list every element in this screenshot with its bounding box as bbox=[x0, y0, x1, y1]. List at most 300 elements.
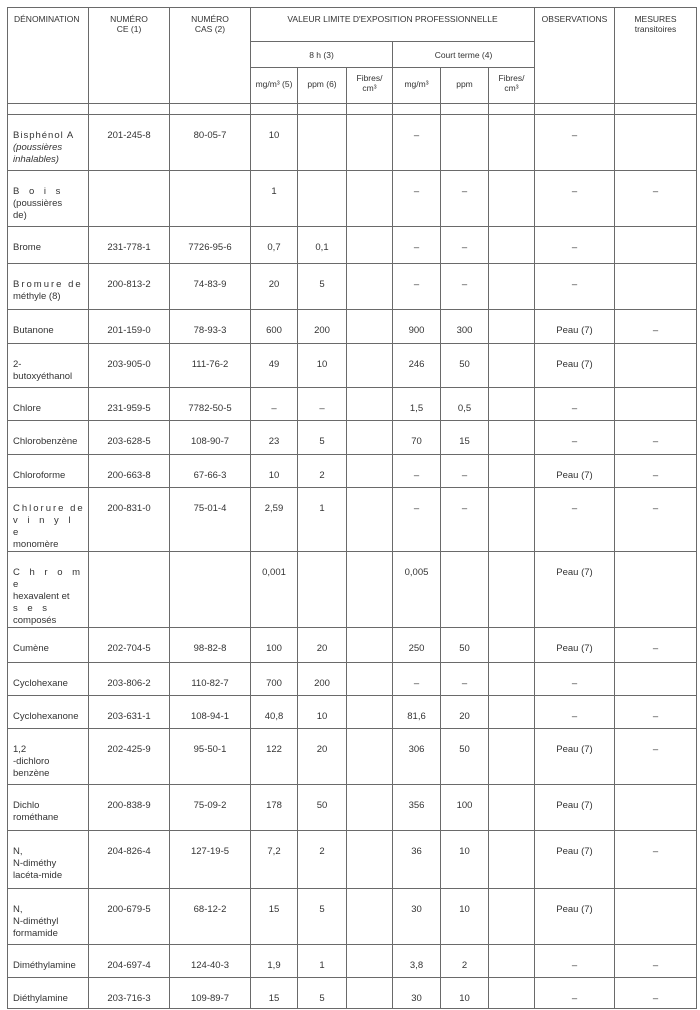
ce-number-value: 202-704-5 bbox=[107, 643, 151, 654]
cell-cas-number bbox=[170, 729, 251, 785]
mg-8h-value: 100 bbox=[266, 643, 282, 654]
ce-number-value bbox=[89, 552, 169, 567]
cell-mesures bbox=[615, 552, 697, 628]
cell-ppm-8h bbox=[298, 978, 347, 1009]
cell-cas-number bbox=[170, 785, 251, 831]
cas-number-value bbox=[170, 552, 250, 567]
table-row bbox=[8, 978, 697, 1009]
ce-number-value: 201-159-0 bbox=[107, 325, 151, 336]
ppm-8h-value: 200 bbox=[314, 678, 330, 689]
cell-ppm-ct bbox=[441, 344, 489, 388]
cell-cas-number bbox=[170, 455, 251, 488]
observations-value: – bbox=[571, 678, 578, 689]
cell-mg-8h bbox=[251, 344, 298, 388]
cell-denomination bbox=[8, 115, 89, 171]
mesures-value: – bbox=[652, 470, 659, 481]
mg-ct-value: – bbox=[413, 503, 420, 514]
cell-ppm-8h bbox=[298, 388, 347, 421]
col-header-mesures: MESURES transitoires bbox=[615, 8, 697, 104]
cell-mg-ct bbox=[393, 696, 441, 729]
fibres-8h-value bbox=[347, 696, 392, 711]
mg-8h-value: 7,2 bbox=[267, 846, 281, 857]
cell-ce-number bbox=[89, 945, 170, 978]
col-header-vle: VALEUR LIMITE D'EXPOSITION PROFESSIONNELLE bbox=[251, 8, 535, 42]
cell-mg-8h bbox=[251, 785, 298, 831]
cell-ppm-ct bbox=[441, 978, 489, 1009]
denomination-line: N, bbox=[13, 904, 23, 915]
cell-ppm-8h bbox=[298, 344, 347, 388]
cell-denomination bbox=[8, 388, 89, 421]
cell-mg-8h bbox=[251, 264, 298, 310]
mesures-value: – bbox=[652, 186, 659, 197]
cell-observations bbox=[535, 421, 615, 455]
cell-ce-number bbox=[89, 455, 170, 488]
cell-mg-8h bbox=[251, 889, 298, 945]
denomination-line: Diéthylamine bbox=[13, 993, 68, 1004]
cell-mg-ct bbox=[393, 344, 441, 388]
cell-mesures bbox=[615, 171, 697, 227]
cell-denomination-text bbox=[8, 978, 88, 1005]
cell-ppm-8h bbox=[298, 831, 347, 889]
cell-fibres-8h bbox=[347, 628, 393, 663]
cell-ce-number bbox=[89, 421, 170, 455]
observations-value: – bbox=[571, 130, 578, 141]
ce-number-value: 231-778-1 bbox=[107, 242, 151, 253]
observations-value: – bbox=[571, 993, 578, 1004]
cell-denomination-text bbox=[8, 455, 88, 482]
cell-fibres-ct bbox=[489, 785, 535, 831]
table-row bbox=[8, 785, 697, 831]
denomination-line: inhalables) bbox=[13, 154, 59, 165]
cell-ppm-ct bbox=[441, 831, 489, 889]
unit-ppm-ct: ppm bbox=[441, 68, 489, 104]
cell-ppm-ct bbox=[441, 785, 489, 831]
cell-mesures bbox=[615, 628, 697, 663]
observations-value: Peau (7) bbox=[556, 643, 593, 654]
observations-value: – bbox=[571, 503, 578, 514]
ce-number-value: 200-838-9 bbox=[107, 800, 151, 811]
cell-mg-ct bbox=[393, 831, 441, 889]
table-row bbox=[8, 171, 697, 227]
cell-fibres-ct bbox=[489, 552, 535, 628]
cell-denomination bbox=[8, 455, 89, 488]
cell-fibres-ct bbox=[489, 421, 535, 455]
cell-ppm-ct bbox=[441, 388, 489, 421]
cell-ppm-8h bbox=[298, 264, 347, 310]
col-header-cas: NUMÉRO CAS (2) bbox=[170, 8, 251, 104]
cas-number-value: 7726-95-6 bbox=[188, 242, 232, 253]
ppm-8h-value: 2 bbox=[319, 470, 325, 481]
table-row bbox=[8, 552, 697, 628]
ppm-ct-value: 50 bbox=[459, 359, 470, 370]
ppm-ct-value: 50 bbox=[459, 643, 470, 654]
cell-ce-number bbox=[89, 488, 170, 552]
cell-denomination bbox=[8, 785, 89, 831]
denomination-line: Bromure de bbox=[13, 279, 83, 290]
ppm-ct-value: – bbox=[461, 503, 468, 514]
cell-fibres-8h bbox=[347, 388, 393, 421]
ppm-8h-value: 5 bbox=[319, 436, 325, 447]
fibres-ct-value bbox=[489, 628, 534, 643]
denomination-line: v i n y l e bbox=[13, 515, 75, 538]
fibres-8h-value bbox=[347, 978, 392, 993]
cell-cas-number bbox=[170, 227, 251, 264]
denomination-line: B o i s bbox=[13, 186, 64, 197]
unit-fibres-ct: Fibres/ cm³ bbox=[489, 68, 535, 104]
table-row bbox=[8, 344, 697, 388]
ce-number-value: 200-663-8 bbox=[107, 470, 151, 481]
mg-ct-value: 81,6 bbox=[407, 711, 426, 722]
cas-number-value: 75-09-2 bbox=[193, 800, 227, 811]
ce-number-value: 203-628-5 bbox=[107, 436, 151, 447]
cell-denomination-text bbox=[8, 115, 88, 166]
cell-fibres-8h bbox=[347, 455, 393, 488]
mesures-value bbox=[615, 889, 696, 904]
fibres-ct-value bbox=[489, 663, 534, 678]
denomination-line: Bisphénol A bbox=[13, 130, 75, 141]
mg-8h-value: 49 bbox=[268, 359, 280, 370]
cell-observations bbox=[535, 785, 615, 831]
mg-ct-value: 70 bbox=[411, 436, 422, 447]
cell-mesures bbox=[615, 663, 697, 696]
cell-mg-8h bbox=[251, 388, 298, 421]
cell-mg-ct bbox=[393, 455, 441, 488]
mesures-value bbox=[615, 785, 696, 800]
mesures-value: – bbox=[652, 436, 659, 447]
cell-ce-number bbox=[89, 628, 170, 663]
cell-ppm-8h bbox=[298, 729, 347, 785]
mg-8h-value: 15 bbox=[268, 993, 280, 1004]
ppm-8h-value: 20 bbox=[316, 643, 328, 654]
denomination-line: Chlorobenzène bbox=[13, 436, 78, 447]
cell-ppm-8h bbox=[298, 945, 347, 978]
cell-mg-ct bbox=[393, 488, 441, 552]
cell-fibres-ct bbox=[489, 171, 535, 227]
cell-denomination bbox=[8, 310, 89, 344]
cell-denomination bbox=[8, 729, 89, 785]
cell-mg-8h bbox=[251, 421, 298, 455]
cell-mg-8h bbox=[251, 488, 298, 552]
denomination-line: Chlore bbox=[13, 403, 41, 414]
cas-number-value: 7782-50-5 bbox=[188, 403, 232, 414]
ce-number-value: 203-716-3 bbox=[107, 993, 151, 1004]
fibres-ct-value bbox=[489, 115, 534, 130]
cell-observations bbox=[535, 729, 615, 785]
denomination-line: formamide bbox=[13, 928, 58, 939]
denomination-line: N, bbox=[13, 846, 23, 857]
denomination-line: Dichlo bbox=[13, 800, 40, 811]
mg-8h-value: 23 bbox=[268, 436, 280, 447]
cell-ce-number bbox=[89, 552, 170, 628]
denomination-line: Chloroforme bbox=[13, 470, 66, 481]
cell-cas-number bbox=[170, 421, 251, 455]
cell-denomination-text bbox=[8, 628, 88, 655]
ce-number-value: 203-905-0 bbox=[107, 359, 151, 370]
cell-cas-number bbox=[170, 628, 251, 663]
ppm-ct-value: 300 bbox=[456, 325, 473, 336]
cell-observations bbox=[535, 831, 615, 889]
cell-denomination bbox=[8, 889, 89, 945]
col-header-name: DÉNOMINATION bbox=[8, 8, 89, 104]
cell-denomination-text bbox=[8, 729, 88, 780]
cell-fibres-8h bbox=[347, 264, 393, 310]
observations-value: Peau (7) bbox=[556, 470, 593, 481]
cell-cas-number bbox=[170, 115, 251, 171]
cell-mg-ct bbox=[393, 552, 441, 628]
ppm-8h-value: 200 bbox=[314, 325, 330, 336]
denomination-line: N-diméthy bbox=[13, 858, 57, 869]
header-row-1 bbox=[8, 8, 697, 42]
cell-fibres-8h bbox=[347, 488, 393, 552]
cell-ce-number bbox=[89, 344, 170, 388]
cell-fibres-ct bbox=[489, 344, 535, 388]
observations-value: – bbox=[571, 279, 578, 290]
denomination-line: -dichloro bbox=[13, 756, 50, 767]
cell-denomination bbox=[8, 831, 89, 889]
cell-mg-ct bbox=[393, 421, 441, 455]
mg-ct-value: 3,8 bbox=[409, 960, 424, 971]
cas-number-value: 98-82-8 bbox=[193, 643, 227, 654]
cas-number-value: 111-76-2 bbox=[191, 359, 229, 370]
cell-denomination bbox=[8, 227, 89, 264]
cell-ppm-8h bbox=[298, 455, 347, 488]
cell-ce-number bbox=[89, 264, 170, 310]
mg-8h-value: 0,7 bbox=[267, 242, 281, 253]
cell-fibres-ct bbox=[489, 628, 535, 663]
col-header-ce: NUMÉRO CE (1) bbox=[89, 8, 170, 104]
cas-number-value: 124-40-3 bbox=[190, 960, 230, 971]
cell-fibres-8h bbox=[347, 729, 393, 785]
cell-ppm-ct bbox=[441, 421, 489, 455]
ce-number-value: 203-806-2 bbox=[107, 678, 151, 689]
spacer-row bbox=[8, 104, 697, 115]
cell-mg-ct bbox=[393, 227, 441, 264]
cell-ppm-ct bbox=[441, 488, 489, 552]
ce-number-value: 200-831-0 bbox=[107, 503, 151, 514]
cas-number-value: 80-05-7 bbox=[193, 130, 227, 141]
observations-value: – bbox=[571, 403, 578, 414]
cell-ppm-ct bbox=[441, 552, 489, 628]
cell-mesures bbox=[615, 344, 697, 388]
cell-cas-number bbox=[170, 978, 251, 1009]
cell-fibres-ct bbox=[489, 115, 535, 171]
cell-denomination-text bbox=[8, 696, 88, 723]
cell-observations bbox=[535, 696, 615, 729]
cell-mg-ct bbox=[393, 264, 441, 310]
cell-fibres-ct bbox=[489, 227, 535, 264]
mg-8h-value: 2,59 bbox=[264, 503, 284, 514]
mg-ct-value: – bbox=[413, 130, 420, 141]
observations-value: – bbox=[571, 711, 578, 722]
mesures-value bbox=[615, 115, 696, 130]
denomination-line: N-diméthyl bbox=[13, 916, 59, 927]
observations-value: – bbox=[571, 436, 578, 447]
cell-denomination bbox=[8, 421, 89, 455]
cell-observations bbox=[535, 310, 615, 344]
fibres-ct-value bbox=[489, 455, 534, 470]
fibres-8h-value bbox=[347, 227, 392, 242]
cell-denomination bbox=[8, 978, 89, 1009]
mg-ct-value: – bbox=[413, 242, 420, 253]
cell-mg-ct bbox=[393, 663, 441, 696]
cas-number-value: 108-94-1 bbox=[190, 711, 230, 722]
mg-8h-value: 122 bbox=[266, 744, 282, 755]
observations-value: Peau (7) bbox=[556, 359, 593, 370]
cell-ppm-ct bbox=[441, 227, 489, 264]
cell-observations bbox=[535, 945, 615, 978]
denomination-line: butoxyéthanol bbox=[13, 371, 73, 382]
fibres-ct-value bbox=[489, 945, 534, 960]
denomination-line: Brome bbox=[13, 242, 41, 253]
mesures-value: – bbox=[652, 503, 659, 514]
fibres-8h-value bbox=[347, 171, 392, 186]
mesures-value bbox=[615, 264, 696, 279]
cell-mg-ct bbox=[393, 388, 441, 421]
cell-observations bbox=[535, 889, 615, 945]
cell-mesures bbox=[615, 115, 697, 171]
mesures-value bbox=[615, 388, 696, 403]
cell-cas-number bbox=[170, 171, 251, 227]
cell-ce-number bbox=[89, 310, 170, 344]
cell-denomination bbox=[8, 628, 89, 663]
cell-observations bbox=[535, 552, 615, 628]
table-row bbox=[8, 628, 697, 663]
ppm-8h-value bbox=[298, 115, 346, 130]
cell-mg-8h bbox=[251, 455, 298, 488]
fibres-ct-value bbox=[489, 785, 534, 800]
cell-observations bbox=[535, 388, 615, 421]
cell-ce-number bbox=[89, 729, 170, 785]
cell-fibres-ct bbox=[489, 889, 535, 945]
fibres-ct-value bbox=[489, 421, 534, 436]
ppm-8h-value: – bbox=[319, 403, 325, 414]
ppm-8h-value: 1 bbox=[319, 960, 325, 971]
cell-observations bbox=[535, 227, 615, 264]
cell-mesures bbox=[615, 945, 697, 978]
cell-ppm-ct bbox=[441, 310, 489, 344]
cell-denomination bbox=[8, 663, 89, 696]
cell-ppm-ct bbox=[441, 171, 489, 227]
fibres-8h-value bbox=[347, 488, 392, 503]
fibres-ct-value bbox=[489, 889, 534, 904]
cell-mg-8h bbox=[251, 115, 298, 171]
cell-ppm-ct bbox=[441, 729, 489, 785]
ppm-ct-value: 100 bbox=[456, 800, 473, 811]
cell-ppm-8h bbox=[298, 785, 347, 831]
mg-8h-value: 40,8 bbox=[264, 711, 284, 722]
cell-fibres-8h bbox=[347, 785, 393, 831]
mg-ct-value: 250 bbox=[408, 643, 425, 654]
cell-ce-number bbox=[89, 227, 170, 264]
mg-8h-value: – bbox=[271, 403, 277, 414]
cell-observations bbox=[535, 264, 615, 310]
cas-number-value: 108-90-7 bbox=[190, 436, 230, 447]
fibres-ct-value bbox=[489, 978, 534, 993]
mg-8h-value: 700 bbox=[266, 678, 282, 689]
denomination-line: Diméthylamine bbox=[13, 960, 76, 971]
col-header-court-terme: Court terme (4) bbox=[393, 42, 535, 68]
cell-ppm-8h bbox=[298, 696, 347, 729]
cell-ppm-ct bbox=[441, 945, 489, 978]
cell-mg-ct bbox=[393, 310, 441, 344]
cas-number-value: 110-82-7 bbox=[191, 678, 229, 689]
cell-denomination bbox=[8, 945, 89, 978]
cell-mg-8h bbox=[251, 945, 298, 978]
cas-number-value bbox=[170, 171, 250, 186]
cell-fibres-8h bbox=[347, 978, 393, 1009]
fibres-8h-value bbox=[347, 729, 392, 744]
cell-observations bbox=[535, 171, 615, 227]
cell-ce-number bbox=[89, 115, 170, 171]
cell-fibres-8h bbox=[347, 945, 393, 978]
cell-ce-number bbox=[89, 663, 170, 696]
cell-mg-8h bbox=[251, 978, 298, 1009]
mesures-value: – bbox=[652, 744, 659, 755]
fibres-8h-value bbox=[347, 831, 392, 846]
cell-ce-number bbox=[89, 831, 170, 889]
observations-value: Peau (7) bbox=[556, 325, 593, 336]
cell-fibres-8h bbox=[347, 227, 393, 264]
cell-mesures bbox=[615, 831, 697, 889]
denomination-line: s e s bbox=[13, 603, 51, 614]
cell-ppm-8h bbox=[298, 628, 347, 663]
observations-value: Peau (7) bbox=[556, 800, 593, 811]
cell-mg-8h bbox=[251, 663, 298, 696]
ppm-8h-value: 10 bbox=[316, 359, 328, 370]
cell-denomination bbox=[8, 488, 89, 552]
ppm-ct-value: 2 bbox=[461, 960, 468, 971]
cas-number-value: 127-19-5 bbox=[190, 846, 230, 857]
table-row bbox=[8, 227, 697, 264]
ppm-8h-value: 5 bbox=[319, 993, 325, 1004]
observations-value: – bbox=[571, 186, 578, 197]
mg-8h-value: 1 bbox=[271, 186, 277, 197]
ppm-ct-value bbox=[441, 552, 488, 567]
cell-ppm-ct bbox=[441, 628, 489, 663]
fibres-ct-value bbox=[489, 831, 534, 846]
ce-number-value: 201-245-8 bbox=[107, 130, 151, 141]
ce-number-value: 202-425-9 bbox=[107, 744, 151, 755]
cell-denomination-text bbox=[8, 264, 88, 303]
cell-ppm-8h bbox=[298, 115, 347, 171]
fibres-8h-value bbox=[347, 264, 392, 279]
ppm-8h-value: 20 bbox=[316, 744, 328, 755]
cell-fibres-ct bbox=[489, 388, 535, 421]
table-row bbox=[8, 388, 697, 421]
cell-denomination-text bbox=[8, 831, 88, 882]
denomination-line: lacéta-mide bbox=[13, 870, 63, 881]
denomination-line: (poussières bbox=[13, 142, 63, 153]
denomination-line: composés bbox=[13, 615, 57, 626]
cell-ppm-8h bbox=[298, 227, 347, 264]
cell-mesures bbox=[615, 310, 697, 344]
table-row bbox=[8, 831, 697, 889]
mg-ct-value: 306 bbox=[408, 744, 425, 755]
cell-fibres-8h bbox=[347, 696, 393, 729]
ce-number-value: 204-697-4 bbox=[107, 960, 151, 971]
cell-denomination-text bbox=[8, 388, 88, 415]
cell-mg-8h bbox=[251, 628, 298, 663]
cell-mesures bbox=[615, 696, 697, 729]
denomination-line: Cyclohexanone bbox=[13, 711, 79, 722]
cell-denomination bbox=[8, 696, 89, 729]
fibres-ct-value bbox=[489, 552, 534, 567]
ce-number-value: 204-826-4 bbox=[107, 846, 151, 857]
ppm-ct-value: – bbox=[461, 470, 468, 481]
denomination-line: benzène bbox=[13, 768, 50, 779]
mesures-value: – bbox=[652, 711, 659, 722]
denomination-line: (poussières bbox=[13, 198, 63, 209]
